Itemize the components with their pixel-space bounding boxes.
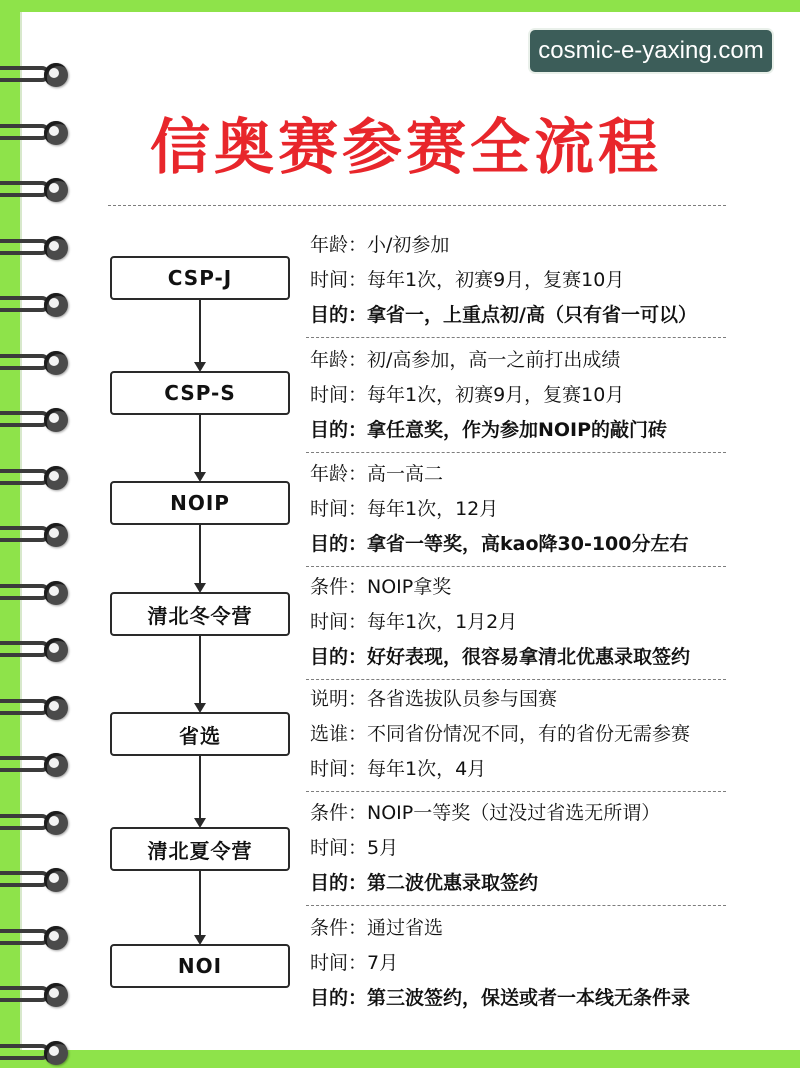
- stage-info-line: 说明：各省选拔队员参与国赛: [310, 688, 558, 710]
- flow-arrow: [199, 871, 201, 943]
- stage-box: NOI: [110, 944, 290, 988]
- spiral-ring: [0, 348, 72, 378]
- stage-info-line: 目的：第三波签约，保送或者一本线无条件录: [310, 987, 691, 1009]
- stage-info-line: 条件：通过省选: [310, 917, 444, 939]
- stage-divider: [306, 337, 726, 338]
- stage-info-line: 条件：NOIP一等奖（过没过省选无所谓）: [310, 802, 661, 824]
- spiral-ring: [0, 233, 72, 263]
- stage-info-line: 目的：拿任意奖，作为参加NOIP的敲门砖: [310, 419, 668, 441]
- stage-info-line: 目的：第二波优惠录取签约: [310, 872, 539, 894]
- spiral-ring: [0, 175, 72, 205]
- flow-arrow: [199, 415, 201, 480]
- stage-info-line: 时间：7月: [310, 952, 399, 974]
- spiral-ring: [0, 750, 72, 780]
- stage-divider: [306, 905, 726, 906]
- stage-info-line: 年龄：高一高二: [310, 463, 444, 485]
- stage-divider: [306, 452, 726, 453]
- spiral-ring: [0, 635, 72, 665]
- page-title: 信奥赛参赛全流程: [150, 113, 662, 183]
- stage-info-line: 时间：每年1次，12月: [310, 498, 499, 520]
- stage-info-line: 目的：好好表现，很容易拿清北优惠录取签约: [310, 646, 691, 668]
- spiral-ring: [0, 520, 72, 550]
- spiral-ring: [0, 808, 72, 838]
- stage-info-line: 时间：每年1次，初赛9月，复赛10月: [310, 269, 625, 291]
- divider-line: [108, 205, 726, 206]
- spiral-ring: [0, 980, 72, 1010]
- spiral-ring: [0, 1038, 72, 1068]
- stage-box: 省选: [110, 712, 290, 756]
- watermark-badge: cosmic-e-yaxing.com: [528, 28, 774, 74]
- flow-arrow: [199, 756, 201, 826]
- stage-info-line: 选谁：不同省份情况不同，有的省份无需参赛: [310, 723, 691, 745]
- stage-box: 清北夏令营: [110, 827, 290, 871]
- page-bottom-border: [20, 1050, 800, 1066]
- spiral-ring: [0, 118, 72, 148]
- stage-box: NOIP: [110, 481, 290, 525]
- stage-info-line: 条件：NOIP拿奖: [310, 576, 452, 598]
- spiral-ring: [0, 865, 72, 895]
- stage-box: CSP-S: [110, 371, 290, 415]
- stage-info-line: 时间：每年1次，1月2月: [310, 611, 518, 633]
- stage-box: CSP-J: [110, 256, 290, 300]
- stage-info-line: 年龄：初/高参加，高一之前打出成绩: [310, 349, 621, 371]
- flow-arrow: [199, 636, 201, 711]
- spiral-ring: [0, 290, 72, 320]
- stage-info-line: 目的：拿省一等奖，高kao降30-100分左右: [310, 533, 689, 555]
- spiral-ring: [0, 463, 72, 493]
- spiral-ring: [0, 60, 72, 90]
- stage-info-line: 目的：拿省一，上重点初/高（只有省一可以）: [310, 304, 697, 326]
- spiral-ring: [0, 693, 72, 723]
- stage-divider: [306, 791, 726, 792]
- flow-arrow: [199, 300, 201, 370]
- spiral-ring: [0, 923, 72, 953]
- stage-box: 清北冬令营: [110, 592, 290, 636]
- stage-info-line: 年龄：小/初参加: [310, 234, 450, 256]
- stage-info-line: 时间：每年1次，4月: [310, 758, 487, 780]
- spiral-ring: [0, 405, 72, 435]
- stage-info-line: 时间：5月: [310, 837, 399, 859]
- stage-divider: [306, 679, 726, 680]
- spiral-ring: [0, 578, 72, 608]
- flow-arrow: [199, 525, 201, 591]
- stage-info-line: 时间：每年1次，初赛9月，复赛10月: [310, 384, 625, 406]
- stage-divider: [306, 566, 726, 567]
